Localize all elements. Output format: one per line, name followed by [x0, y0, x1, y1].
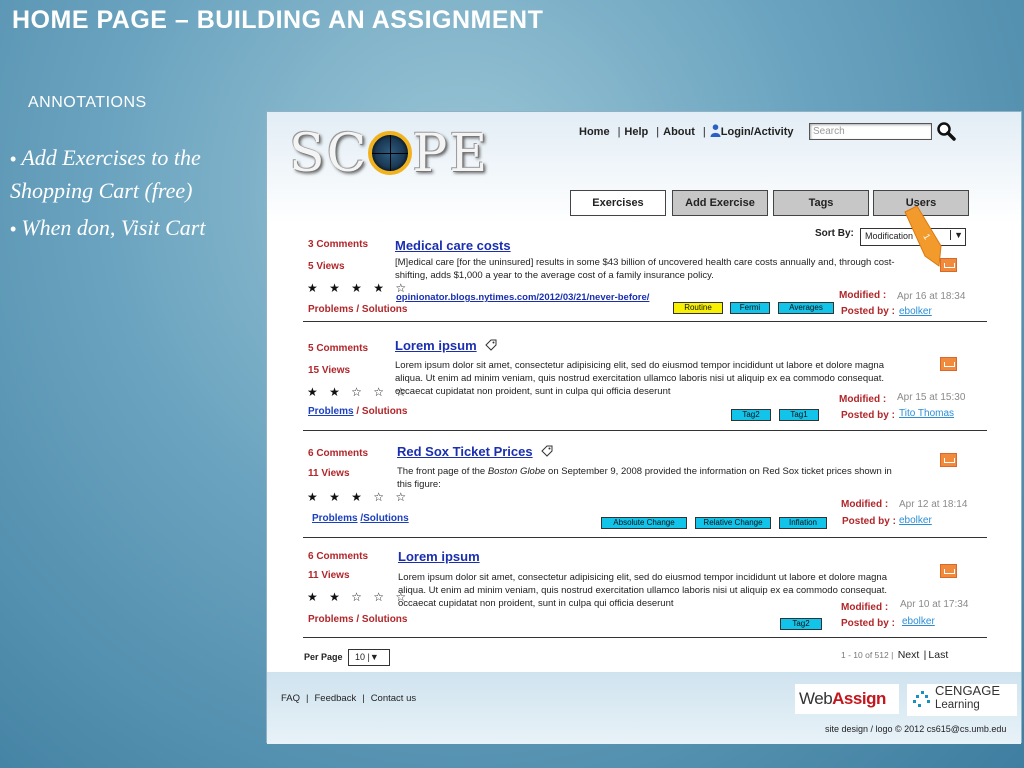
exercise-description	[397, 465, 907, 491]
tag-chip[interactable]: Averages	[778, 302, 834, 314]
nav-separator: |	[617, 126, 621, 138]
add-to-cart-icon[interactable]	[940, 453, 957, 467]
problems-link[interactable]: Problems	[308, 304, 354, 315]
problems-solutions: Problems / Solutions	[308, 614, 408, 625]
webassign-logo-text-bold: Assign	[832, 689, 886, 708]
tag-chip[interactable]: Routine	[673, 302, 723, 314]
page-range: 1 - 10 of 512 |	[841, 650, 894, 660]
exercise-row	[303, 323, 987, 431]
annotations-label: ANNOTATIONS	[28, 94, 147, 111]
modified-date: Apr 15 at 15:30	[897, 392, 966, 403]
pagination: 1 - 10 of 512 | Next | Last	[841, 649, 949, 661]
tag-icon[interactable]	[541, 445, 553, 457]
scope-mockup	[266, 111, 1022, 743]
solutions-link[interactable]: /Solutions	[360, 513, 409, 524]
exercise-row	[303, 230, 987, 322]
views-count: 11 Views	[308, 570, 350, 581]
solutions-link[interactable]: Solutions	[361, 304, 408, 315]
problems-link[interactable]: Problems	[308, 406, 354, 417]
next-link[interactable]: Next	[897, 649, 920, 661]
exercise-description: Lorem ipsum dolor sit amet, consectetur adipisicing elit, sed do eiusmod tempor incididunt ut labore et dolore magna aliqua. Ut enim ad minim veniam, quis nostrud exercitation ullamco laboris nisi ut aliquip ex ea commodo consequat. occaecat cupidatat non proident, sunt in culpa qui officia deserunt	[395, 360, 884, 397]
posted-by-user[interactable]: ebolker	[899, 306, 932, 317]
views-count: 5 Views	[308, 261, 345, 272]
add-to-cart-icon[interactable]	[940, 357, 957, 371]
exercise-title[interactable]: Lorem ipsum	[398, 549, 480, 564]
person-icon	[710, 124, 721, 137]
comments-count[interactable]: 6 Comments	[308, 551, 369, 562]
modified-label: Modified :	[841, 602, 889, 613]
nav-separator: |	[656, 126, 660, 138]
posted-by-user[interactable]: Tito Thomas	[899, 408, 955, 419]
posted-by-label: Posted by :	[841, 410, 895, 421]
tab-tags[interactable]: Tags	[773, 190, 869, 216]
exercise-title-text: Red Sox Ticket Prices	[397, 444, 533, 459]
cengage-text: CENGAGE	[935, 683, 1001, 698]
per-page-value: 10	[355, 652, 366, 662]
search-icon[interactable]	[936, 121, 956, 141]
views-count: 11 Views	[308, 468, 350, 479]
globe-crosshair-icon	[368, 131, 412, 175]
per-page-select[interactable]	[348, 649, 390, 666]
add-to-cart-icon[interactable]	[940, 564, 957, 578]
tag-chip[interactable]: Tag2	[780, 618, 822, 630]
webassign-logo[interactable]	[795, 684, 899, 714]
views-count: 15 Views	[308, 365, 351, 376]
tag-chip[interactable]: Tag1	[779, 409, 819, 421]
modified-date: Apr 16 at 18:34	[897, 291, 966, 302]
feedback-link[interactable]: Feedback	[314, 693, 357, 704]
scope-logo[interactable]: SC PE	[289, 124, 490, 184]
posted-by-user[interactable]: ebolker	[899, 515, 932, 526]
star-rating[interactable]: ★ ★ ★ ★ ☆	[307, 281, 411, 295]
mockup-footer	[267, 672, 1021, 744]
modified-label: Modified :	[839, 290, 887, 301]
modified-label: Modified :	[839, 394, 887, 405]
bullet-text: Add Exercises to the Shopping Cart (free)	[10, 145, 201, 203]
per-page-label: Per Page	[304, 652, 343, 662]
webassign-logo-text: Web	[799, 689, 833, 708]
sort-by-label: Sort By:	[815, 228, 854, 239]
tag-chip[interactable]: Tag2	[731, 409, 771, 421]
nav-separator: |	[702, 126, 706, 138]
solutions-link[interactable]: Solutions	[361, 614, 408, 625]
modified-label: Modified :	[841, 499, 889, 510]
sort-by-value: Modification	[865, 231, 914, 241]
exercise-title[interactable]: Medical care costs	[395, 238, 511, 253]
problems-link[interactable]: Problems	[308, 614, 354, 625]
tab-exercises[interactable]: Exercises	[570, 190, 666, 216]
slide-title: HOME PAGE – BUILDING AN ASSIGNMENT	[12, 6, 544, 34]
posted-by-user[interactable]: ebolker	[902, 616, 935, 627]
solutions-link[interactable]: Solutions	[361, 406, 408, 417]
problems-solutions: Problems / Solutions	[308, 406, 408, 417]
cengage-logo[interactable]	[907, 684, 1017, 716]
star-rating[interactable]: ★ ★ ☆ ☆ ☆	[307, 590, 411, 604]
problems-solutions: Problems / Solutions	[308, 304, 408, 315]
star-rating[interactable]: ★ ★ ★ ☆ ☆	[307, 490, 411, 504]
contact-link[interactable]: Contact us	[370, 693, 417, 704]
posted-by-label: Posted by :	[841, 306, 895, 317]
callout-number: 1	[921, 232, 933, 242]
nav-help[interactable]: Help	[624, 126, 649, 138]
exercise-title-text: Lorem ipsum	[395, 338, 477, 353]
nav-login[interactable]: Login/Activity	[720, 126, 794, 138]
dropdown-arrow-icon: |▼	[367, 652, 379, 662]
problems-solutions	[312, 513, 409, 524]
cengage-subtext: Learning	[935, 699, 980, 711]
tag-chip[interactable]: Fermi	[730, 302, 770, 314]
last-link[interactable]: Last	[928, 649, 949, 661]
comments-count[interactable]: 3 Comments	[308, 239, 369, 250]
comments-count[interactable]: 6 Comments	[308, 448, 369, 459]
dropdown-arrow-icon: ▼	[950, 230, 963, 240]
nav-home[interactable]: Home	[579, 126, 610, 138]
tab-add-exercise[interactable]: Add Exercise	[672, 190, 768, 216]
footer-links: FAQ | Feedback | Contact us	[281, 693, 417, 704]
exercise-title[interactable]	[395, 338, 497, 353]
posted-by-label: Posted by :	[841, 618, 895, 629]
tag-chip[interactable]: Inflation	[779, 517, 827, 529]
nav-about[interactable]: About	[663, 126, 695, 138]
posted-by-label: Posted by :	[842, 516, 896, 527]
faq-link[interactable]: FAQ	[281, 693, 301, 704]
exercise-description: [M]edical care [for the uninsured] results in some $43 billion of uncovered health care costs annually and, through cost-shifting, adds $1,000 a year to the average cost of a family insurance policy.	[395, 257, 895, 281]
exercise-title[interactable]	[397, 444, 553, 459]
top-nav	[579, 124, 797, 138]
description-emphasis: Boston Globe	[487, 466, 546, 477]
site-credit: site design / logo © 2012 cs615@cs.umb.edu	[825, 724, 1007, 734]
callout-arrow	[903, 206, 943, 270]
bullet-item: • Add Exercises to the Shopping Cart (free)	[10, 145, 201, 203]
cengage-mark-icon	[913, 691, 931, 709]
exercise-row	[303, 432, 987, 538]
modified-date: Apr 12 at 18:14	[899, 499, 968, 510]
modified-date: Apr 10 at 17:34	[900, 599, 969, 610]
description-text: on September 9, 2008 provided the information on Red Sox ticket prices shown in this figure:	[397, 466, 892, 490]
tag-chip[interactable]: Relative Change	[695, 517, 771, 529]
exercise-description: Lorem ipsum dolor sit amet, consectetur adipisicing elit, sed do eiusmod tempor incididunt ut labore et dolore magna aliqua. Ut enim ad minim veniam, quis nostrud exercitation ullamco laboris nisi ut aliquip ex ea commodo consequat. occaecat cupidatat non proident, sunt in culpa qui officia deserunt	[398, 572, 887, 609]
comments-count[interactable]: 5 Comments	[308, 343, 369, 354]
source-link[interactable]: opinionator.blogs.nytimes.com/2012/03/21/never-before/	[396, 292, 650, 303]
star-rating[interactable]: ★ ★ ☆ ☆ ☆	[307, 385, 411, 399]
tab-users[interactable]: Users	[873, 190, 969, 216]
bullet-item: • When don, Visit Cart	[10, 215, 206, 240]
problems-link[interactable]: Problems	[312, 513, 358, 524]
description-text: The front page of the	[397, 466, 488, 477]
annotation-bullets	[10, 142, 260, 251]
tag-chip[interactable]: Absolute Change	[601, 517, 687, 529]
search-input[interactable]: Search	[809, 123, 932, 140]
exercise-row	[303, 539, 987, 638]
tag-icon[interactable]	[485, 339, 497, 351]
bullet-text: When don, Visit Cart	[21, 215, 206, 240]
